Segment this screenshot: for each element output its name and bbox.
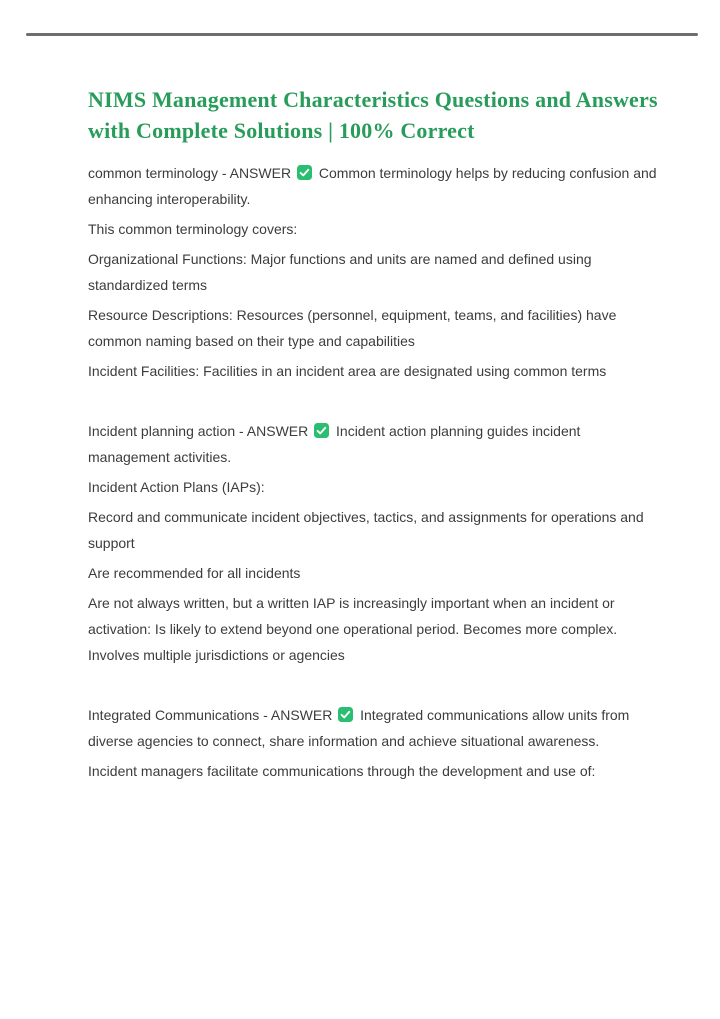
detail-paragraph: This common terminology covers: <box>88 221 298 237</box>
qa-answer-line <box>88 418 660 470</box>
check-icon <box>314 423 329 438</box>
detail-paragraph: Are not always written, but a written IAP is increasingly important when an incident or activation: Is likely to extend beyond one operational period. Becomes more complex. Involves multiple jurisdictions or agencies <box>88 595 618 663</box>
question-text: Integrated Communications <box>88 707 260 723</box>
header-rule <box>26 33 698 36</box>
detail-paragraph: Incident Facilities: Facilities in an incident area are designated using common terms <box>88 363 607 379</box>
answer-label: - ANSWER <box>263 707 333 723</box>
question-text: Incident planning action <box>88 423 236 439</box>
document-content <box>88 84 660 788</box>
answer-text: Integrated communications allow units from diverse agencies to connect, share information and achieve situational awareness. <box>88 707 630 749</box>
detail-paragraph: Incident managers facilitate communications through the development and use of: <box>88 763 596 779</box>
answer-text: Incident action planning guides incident management activities. <box>88 423 581 465</box>
page-title: NIMS Management Characteristics Questions and Answers with Complete Solutions | 100% Correct <box>88 87 658 143</box>
qa-section <box>88 418 660 668</box>
check-icon <box>297 165 312 180</box>
section-spacer <box>88 388 660 418</box>
detail-paragraph: Are recommended for all incidents <box>88 565 301 581</box>
section-spacer <box>88 672 660 702</box>
qa-section <box>88 702 660 784</box>
answer-text: Common terminology helps by reducing confusion and enhancing interoperability. <box>88 165 657 207</box>
question-text: common terminology <box>88 165 218 181</box>
qa-section <box>88 160 660 384</box>
check-icon <box>338 707 353 722</box>
qa-answer-line <box>88 160 660 212</box>
detail-paragraph: Organizational Functions: Major functions and units are named and defined using standardized terms <box>88 251 592 293</box>
answer-label: - ANSWER <box>221 165 292 181</box>
qa-answer-line <box>88 702 660 754</box>
detail-paragraph: Record and communicate incident objectives, tactics, and assignments for operations and support <box>88 509 644 551</box>
detail-paragraph: Resource Descriptions: Resources (personnel, equipment, teams, and facilities) have common naming based on their type and capabilities <box>88 307 617 349</box>
detail-paragraph: Incident Action Plans (IAPs): <box>88 479 265 495</box>
answer-label: - ANSWER <box>239 423 309 439</box>
